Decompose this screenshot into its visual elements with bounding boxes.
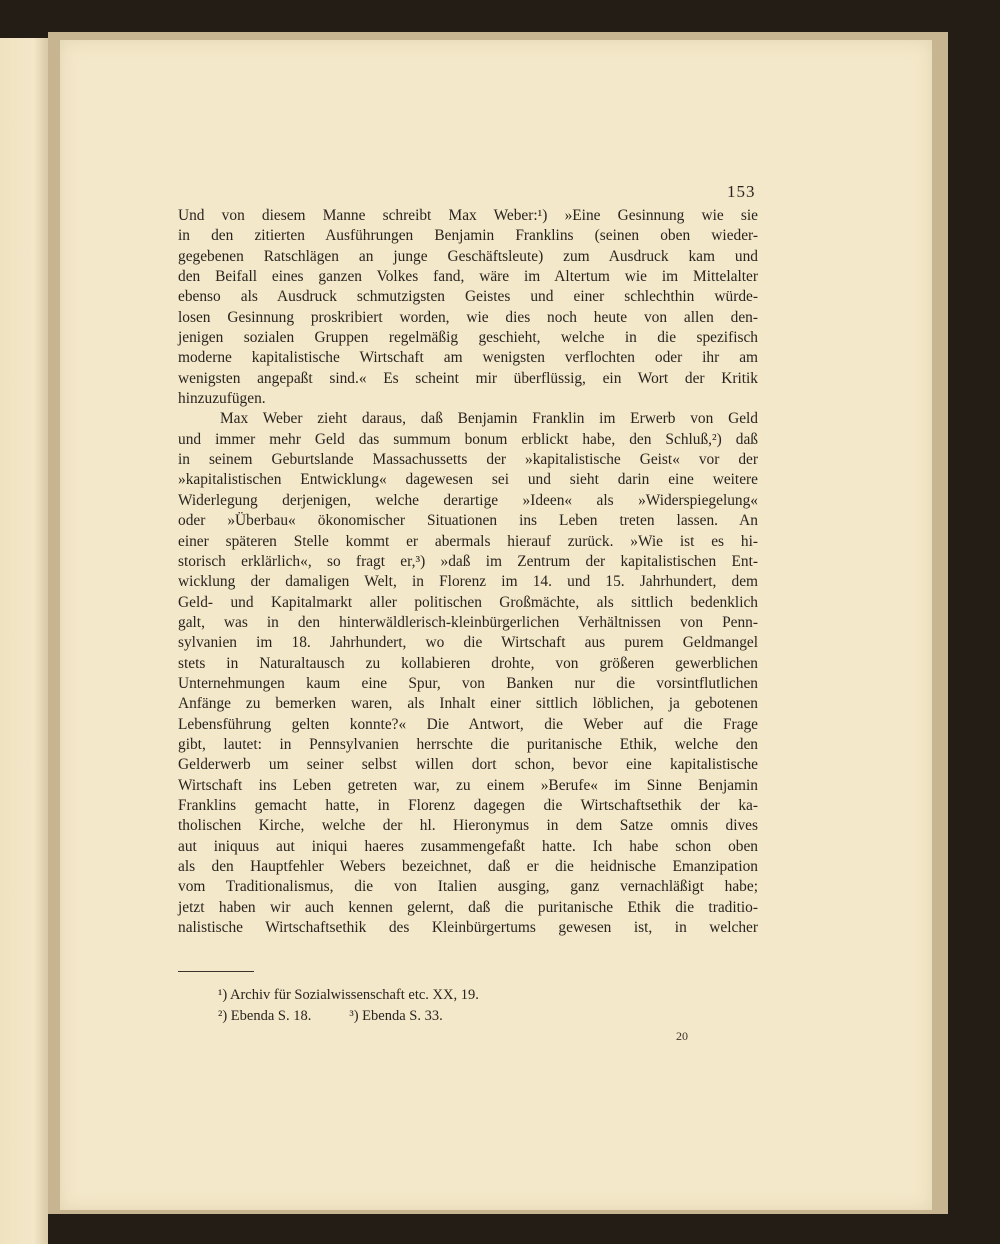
text-line: Franklins gemacht hatte, in Florenz dagegen die Wirtschaftsethik der ka- <box>178 796 758 814</box>
text-line: gegebenen Ratschlägen an junge Geschäftsleute) zum Ausdruck kam und <box>178 247 758 265</box>
text-line: Wirtschaft ins Leben getreten war, zu einem »Berufe« im Sinne Benjamin <box>178 776 758 794</box>
text-line: Anfänge zu bemerken waren, als Inhalt einer sittlich löblichen, ja gebotenen <box>178 695 758 713</box>
text-line: aut iniquus aut iniqui haeres zusammengefaßt hatte. Ich habe schon oben <box>178 837 758 855</box>
text-line: Gelderwerb um seiner selbst willen dort schon, bevor eine kapitalistische <box>178 756 758 774</box>
text-line: moderne kapitalistische Wirtschaft am wenigsten verflochten oder ihr am <box>178 349 758 367</box>
text-line: sylvanien im 18. Jahrhundert, wo die Wirtschaft aus purem Geldmangel <box>178 634 758 652</box>
text-line: jenigen sozialen Gruppen regelmäßig geschieht, welche in die spezifisch <box>178 329 758 347</box>
text-line: tholischen Kirche, welche der hl. Hieronymus in dem Satze omnis dives <box>178 817 758 835</box>
text-line: galt, was in den hinterwäldlerisch-kleinbürgerlichen Verhältnissen von Penn- <box>178 613 758 631</box>
text-line: »kapitalistischen Entwicklung« dagewesen sei und sieht darin eine weitere <box>178 471 758 489</box>
text-line: wicklung der damaligen Welt, in Florenz im 14. und 15. Jahrhundert, dem <box>178 573 758 591</box>
text-line: Und von diesem Manne schreibt Max Weber:¹) »Eine Gesinnung wie sie <box>178 207 758 224</box>
text-line: nalistische Wirtschaftsethik des Kleinbürgertums gewesen ist, in welcher <box>178 919 758 937</box>
text-line: in seinem Geburtslande Massachussetts der »kapitalistische Geist« vor der <box>178 451 758 469</box>
footnote-line <box>218 1006 479 1027</box>
text-line: wenigsten angepaßt sind.« Es scheint mir überflüssig, ein Wort der Kritik <box>178 369 758 387</box>
text-line: jetzt haben wir auch kennen gelernt, daß die puritanische Ethik die traditio- <box>178 898 758 916</box>
footnote-divider <box>178 971 254 972</box>
text-line: einer späteren Stelle kommt er abermals hierauf zurück. »Wie ist es hi- <box>178 532 758 550</box>
text-line: storisch erklärlich«, so fragt er,³) »daß im Zentrum der kapitalistischen Ent- <box>178 552 758 570</box>
left-page-edge <box>0 38 48 1244</box>
text-line: Unternehmungen kaum eine Spur, von Banken nur die vorsintflutlichen <box>178 674 758 692</box>
text-line: hinzuzufügen. <box>178 390 266 408</box>
footnote-1: ¹) Archiv für Sozialwissenschaft etc. XX, 19. <box>218 987 479 1003</box>
page-number: 153 <box>727 182 756 201</box>
text-line: losen Gesinnung proskribiert worden, wie dies noch heute von allen den- <box>178 308 758 326</box>
body-text <box>178 206 758 938</box>
text-line: Max Weber zieht daraus, daß Benjamin Franklin im Erwerb von Geld <box>220 410 758 428</box>
text-line: den Beifall eines ganzen Volkes fand, wäre im Altertum wie im Mittelalter <box>178 268 758 286</box>
text-line: oder »Überbau« ökonomischer Situationen ins Leben treten lassen. An <box>178 512 758 530</box>
printer-signature-mark: 20 <box>676 1029 688 1043</box>
text-line: Geld- und Kapitalmarkt aller politischen Großmächte, als sittlich bedenklich <box>178 593 758 611</box>
text-line: Widerlegung derjenigen, welche derartige »Ideen« als »Widerspiegelung« <box>178 491 758 509</box>
footnote-3: ³) Ebenda S. 33. <box>349 1008 443 1024</box>
text-line: ebenso als Ausdruck schmutzigsten Geistes und einer schlechthin würde- <box>178 288 758 306</box>
text-line: und immer mehr Geld das summum bonum erblickt habe, den Schluß,²) daß <box>178 430 758 448</box>
text-line: Lebensführung gelten konnte?« Die Antwort, die Weber auf die Frage <box>178 715 758 733</box>
footnote-2: ²) Ebenda S. 18. <box>218 1008 312 1024</box>
text-line: gibt, lautet: in Pennsylvanien herrschte die puritanische Ethik, welche den <box>178 735 758 753</box>
text-line: stets in Naturaltausch zu kollabieren drohte, von größeren gewerblichen <box>178 654 758 672</box>
text-line: in den zitierten Ausführungen Benjamin Franklins (seinen oben wieder- <box>178 227 758 245</box>
footnotes <box>218 985 479 1027</box>
text-line: vom Traditionalismus, die von Italien ausging, ganz vernachläßigt habe; <box>178 878 758 896</box>
text-line: als den Hauptfehler Webers bezeichnet, daß er die heidnische Emanzipation <box>178 858 758 875</box>
